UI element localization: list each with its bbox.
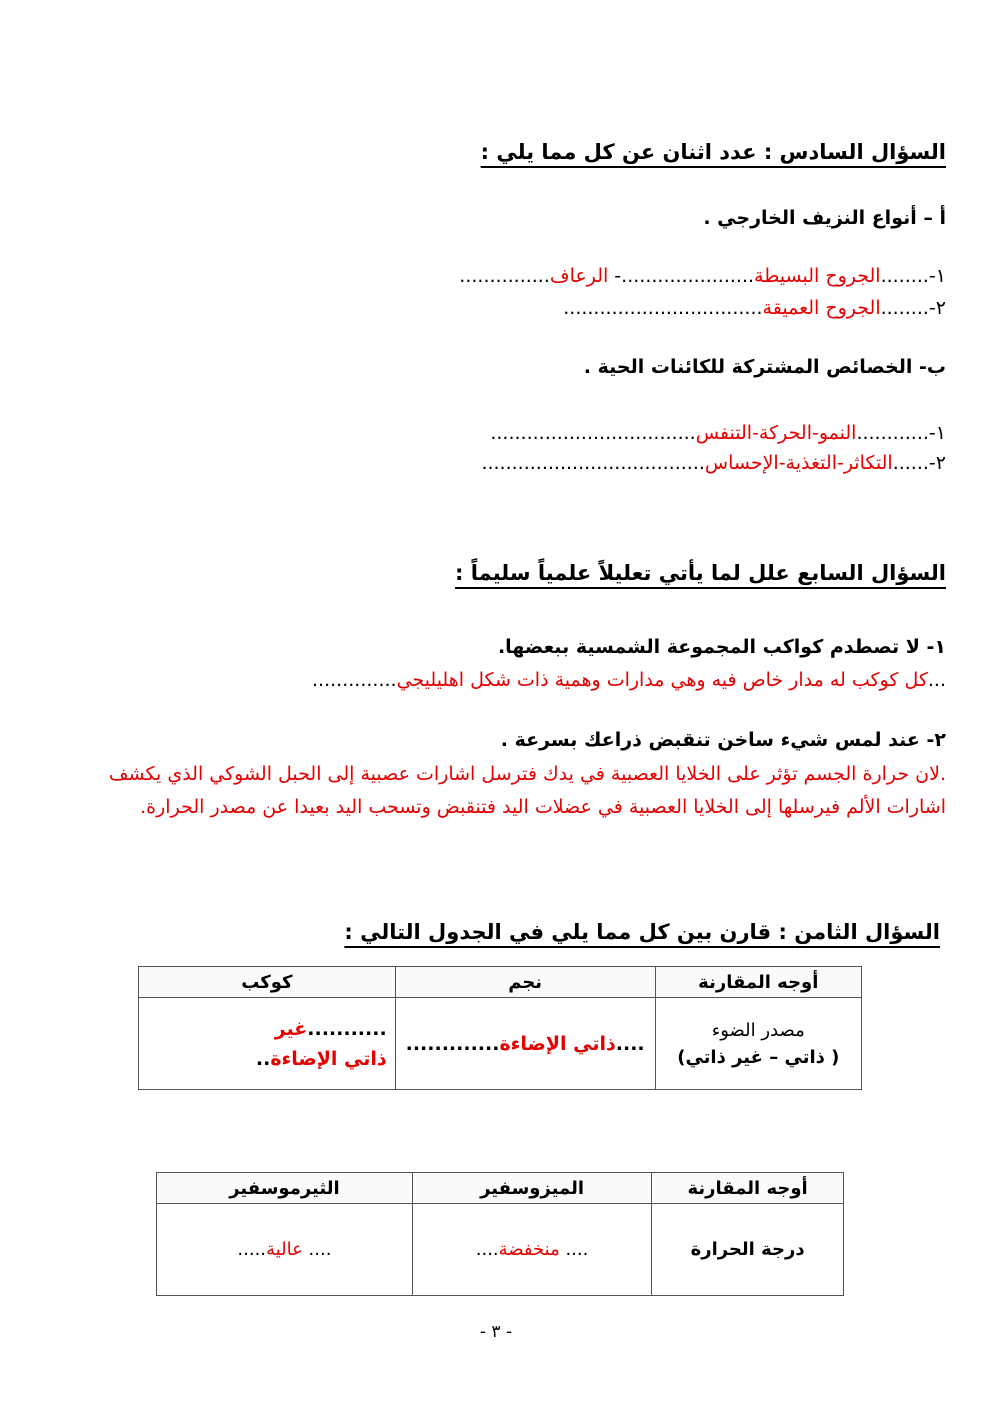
q7-item2: ٢- عند لمس شيء ساخن تنقبض ذراعك بسرعة . [500,729,946,751]
star-suffix: ............. [405,1032,500,1055]
q6-a1-prefix: ١-........ [880,265,946,287]
q7-item1-answer: كل كوكب له مدار خاص فيه وهي مدارات وهمية ذات شكل اهليليجي [396,669,928,691]
q8-title-rest: : قارن بين كل مما يلي في الجدول التالي : [344,920,795,944]
q6-title-rest: : عدد اثنان عن كل مما يلي : [480,140,780,164]
table-header-cell: أوجه المقارنة [655,967,861,998]
q6-b1-suffix: .................................. [490,422,696,444]
q7-item1: ١- لا تصطدم كواكب المجموعة الشمسية ببعضها. [497,636,946,658]
thermo-answer: عالية [266,1239,303,1260]
table-header-row [139,967,862,998]
q8-heading [344,920,940,944]
q6-title: السؤال السادس [779,140,946,164]
q7-item1-answer-prefix: ... [927,669,946,691]
table-row [157,1204,844,1296]
q6-a1-mid: ......................- [608,265,755,287]
star-answer: ذاتي الإضاءة [499,1032,616,1055]
q6-b1-answer: النمو-الحركة-التنفس [695,422,857,444]
q6-b2-suffix: ..................................... [481,452,705,474]
q6-b2-prefix: ٢-...... [892,452,946,474]
star-cell [395,998,655,1090]
table-header-cell: أوجه المقارنة [652,1173,844,1204]
meso-answer: منخفضة [498,1239,560,1260]
table-header-cell: الثيرموسفير [157,1173,413,1204]
planet-suffix: .. [255,1047,271,1070]
q6-b2-line [481,452,946,474]
q6-a2-prefix: ٢-........ [880,297,946,319]
q6-a1-answer2: الرعاف [549,265,609,287]
q6-b1-line [490,422,946,444]
table-row [139,998,862,1090]
row-label-line2: ( ذاتي – غير ذاتي) [677,1046,840,1068]
q6-a1-suffix: ............... [459,265,550,287]
thermo-suffix: ..... [237,1239,267,1260]
mesosphere-cell [412,1204,651,1296]
planet-prefix: ........... [307,1017,387,1040]
thermo-prefix: .... [302,1239,332,1260]
q6-b1-prefix: ١-............ [856,422,946,444]
comparison-table-star-planet [138,966,862,1090]
table-header-cell: الميزوسفير [412,1173,651,1204]
meso-suffix: .... [475,1239,499,1260]
thermosphere-cell [157,1204,413,1296]
q6-a2-suffix: ................................. [563,297,763,319]
table-header-cell: كوكب [139,967,396,998]
table-header-row [157,1173,844,1204]
star-prefix: .... [615,1032,645,1055]
q6-a2-answer: الجروح العميقة [762,297,881,319]
q6-b2-answer: التكاثر-التغذية-الإحساس [704,452,893,474]
q8-title: السؤال الثامن [794,920,940,944]
q7-heading: السؤال السابع علل لما يأتي تعليلاً علمياً سليماً : [455,561,946,585]
planet-answer2: ذاتي الإضاءة [270,1047,387,1070]
page-number: - ٣ - [479,1322,513,1342]
table-row-label [655,998,861,1090]
q7-item1-answer-line [312,669,946,691]
q7-item2-answer: .لان حرارة الجسم تؤثر على الخلايا العصبية في يدك فترسل اشارات عصبية إلى الحبل الشوكي الذي يكشف اشارات الألم فيرسلها إلى الخلايا العصبية في عضلات اليد فتنقبض وتسحب اليد بعيدا عن مصدر الحرارة. [108,763,946,818]
table-row-label: درجة الحرارة [652,1204,844,1296]
planet-answer1: غير [274,1017,308,1040]
meso-prefix: .... [559,1239,589,1260]
comparison-table-atmosphere [156,1172,844,1296]
q6-a1-answer1: الجروح البسيطة [754,265,881,287]
planet-cell [139,998,396,1090]
row-label-line1: مصدر الضوء [711,1019,805,1041]
q6-part-a-label: أ – أنواع النزيف الخارجي . [703,207,946,229]
table-header-cell: نجم [395,967,655,998]
q6-heading [481,140,946,164]
q7-item1-answer-suffix: .............. [312,669,397,691]
q6-a2-line [563,297,946,319]
q6-part-b-label: ب- الخصائص المشتركة للكائنات الحية . [583,356,946,378]
q6-a1-line [459,265,946,287]
